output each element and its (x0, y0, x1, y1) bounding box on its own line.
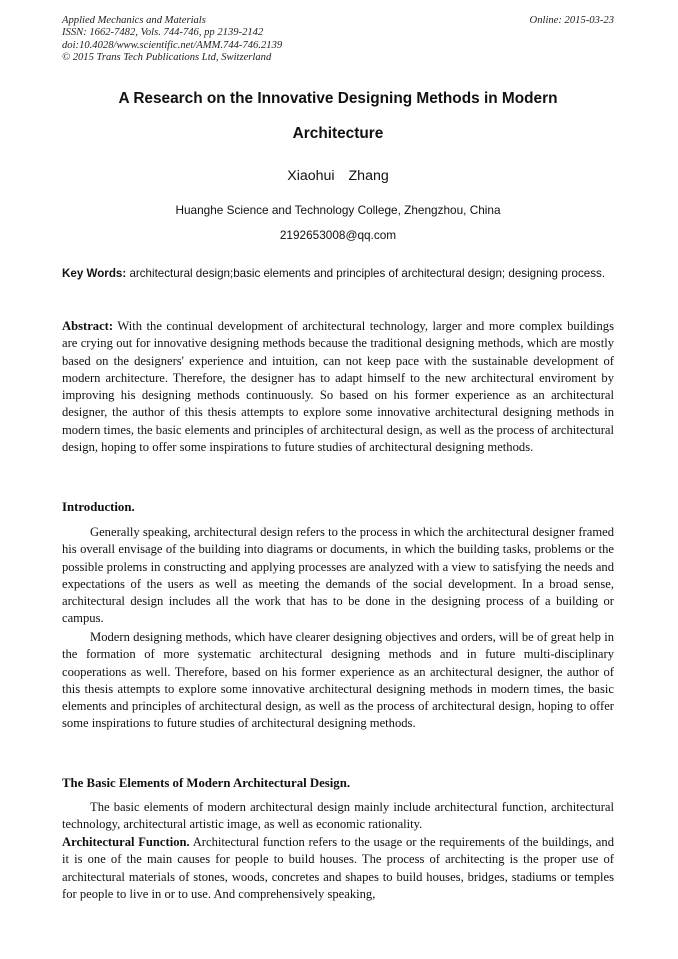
abstract-label: Abstract: (62, 319, 114, 333)
keywords-text: architectural design;basic elements and principles of architectural design; designing process. (126, 267, 606, 280)
doi-line: doi:10.4028/www.scientific.net/AMM.744-746.2139 (62, 39, 283, 51)
abstract (62, 318, 614, 456)
keywords-label: Key Words: (62, 267, 127, 280)
author-email: 2192653008@qq.com (279, 228, 397, 242)
introduction-paragraph-2: Modern designing methods, which have clearer designing objectives and orders, will be of great help in the formation of more systematic architectural designing methods and in future multi-disciplinary cooperations as well. Therefore, based on his former experience as an architectural designer, the author of this thesis attempts to explore some innovative architectural designing methods in modern times, the basic elements and principles of architectural design, as well as the process of architectural design, hoping to offer some inspirations to future studies of architectural designing methods. (62, 630, 614, 731)
author-name: Xiaohui Zhang (287, 168, 389, 184)
abstract-text: With the continual development of architectural technology, larger and more complex buildings are crying out for innovative designing methods because the traditional designing methods, which are mostly based on the designers' experience and intuition, can not keep pace with the sustainable development of modern architecture. Therefore, the designer has to adapt himself to the new architectural enviroment by improving his designing methods continuously. So based on his former experience as an architectural designer, the author of this thesis attempts to explore some innovative architectural designing methods in modern times, the basic elements and principles of architectural design, as well as the process of architectural design, hoping to offer some inspirations to future studies of architectural designing methods. (62, 319, 614, 455)
architectural-function-text: Architectural function refers to the usage or the requirements of the buildings, and it is one of the main causes for people to build houses. The process of architecting is the proper use of architectural materials of stones, woods, concretes and shapes to build houses, bridges, stadiums or temples for people to live in or to use. And comprehensively speaking, (62, 835, 614, 901)
journal-name: Applied Mechanics and Materials (62, 15, 206, 26)
basic-elements-heading: The Basic Elements of Modern Architectural Design. (62, 776, 351, 790)
architectural-function-label: Architectural Function. (62, 835, 190, 849)
basic-elements-paragraph: The basic elements of modern architectural design mainly include architectural function, architectural technology, architectural artistic image, as well as economic rationality. (62, 800, 614, 832)
paper-title-line-2: Architecture (292, 125, 384, 142)
introduction-paragraph-1: Generally speaking, architectural design refers to the process in which the architectural designer framed his overall envisage of the building into diagrams or documents, in which the building tasks, problems or the possible prolems in constructing and applying processes are analyzed with a view to satisfying the needs and expectations of the users as well as meeting the demands of the social development. In a broad sense, architectural design includes all the work that has to be done in the designing process of a building or campus. (62, 525, 614, 626)
keywords (62, 265, 614, 283)
issn-line: ISSN: 1662-7482, Vols. 744-746, pp 2139-2142 (62, 27, 264, 39)
paper-title-line-1: A Research on the Innovative Designing Methods in Modern (118, 90, 558, 107)
introduction-heading: Introduction. (62, 500, 135, 514)
online-date: Online: 2015-03-23 (529, 15, 614, 26)
copyright-line: © 2015 Trans Tech Publications Ltd, Switzerland (62, 52, 272, 64)
author-affiliation: Huanghe Science and Technology College, Zhengzhou, China (175, 203, 501, 217)
architectural-function-paragraph (62, 834, 614, 903)
journal-header (62, 15, 614, 65)
